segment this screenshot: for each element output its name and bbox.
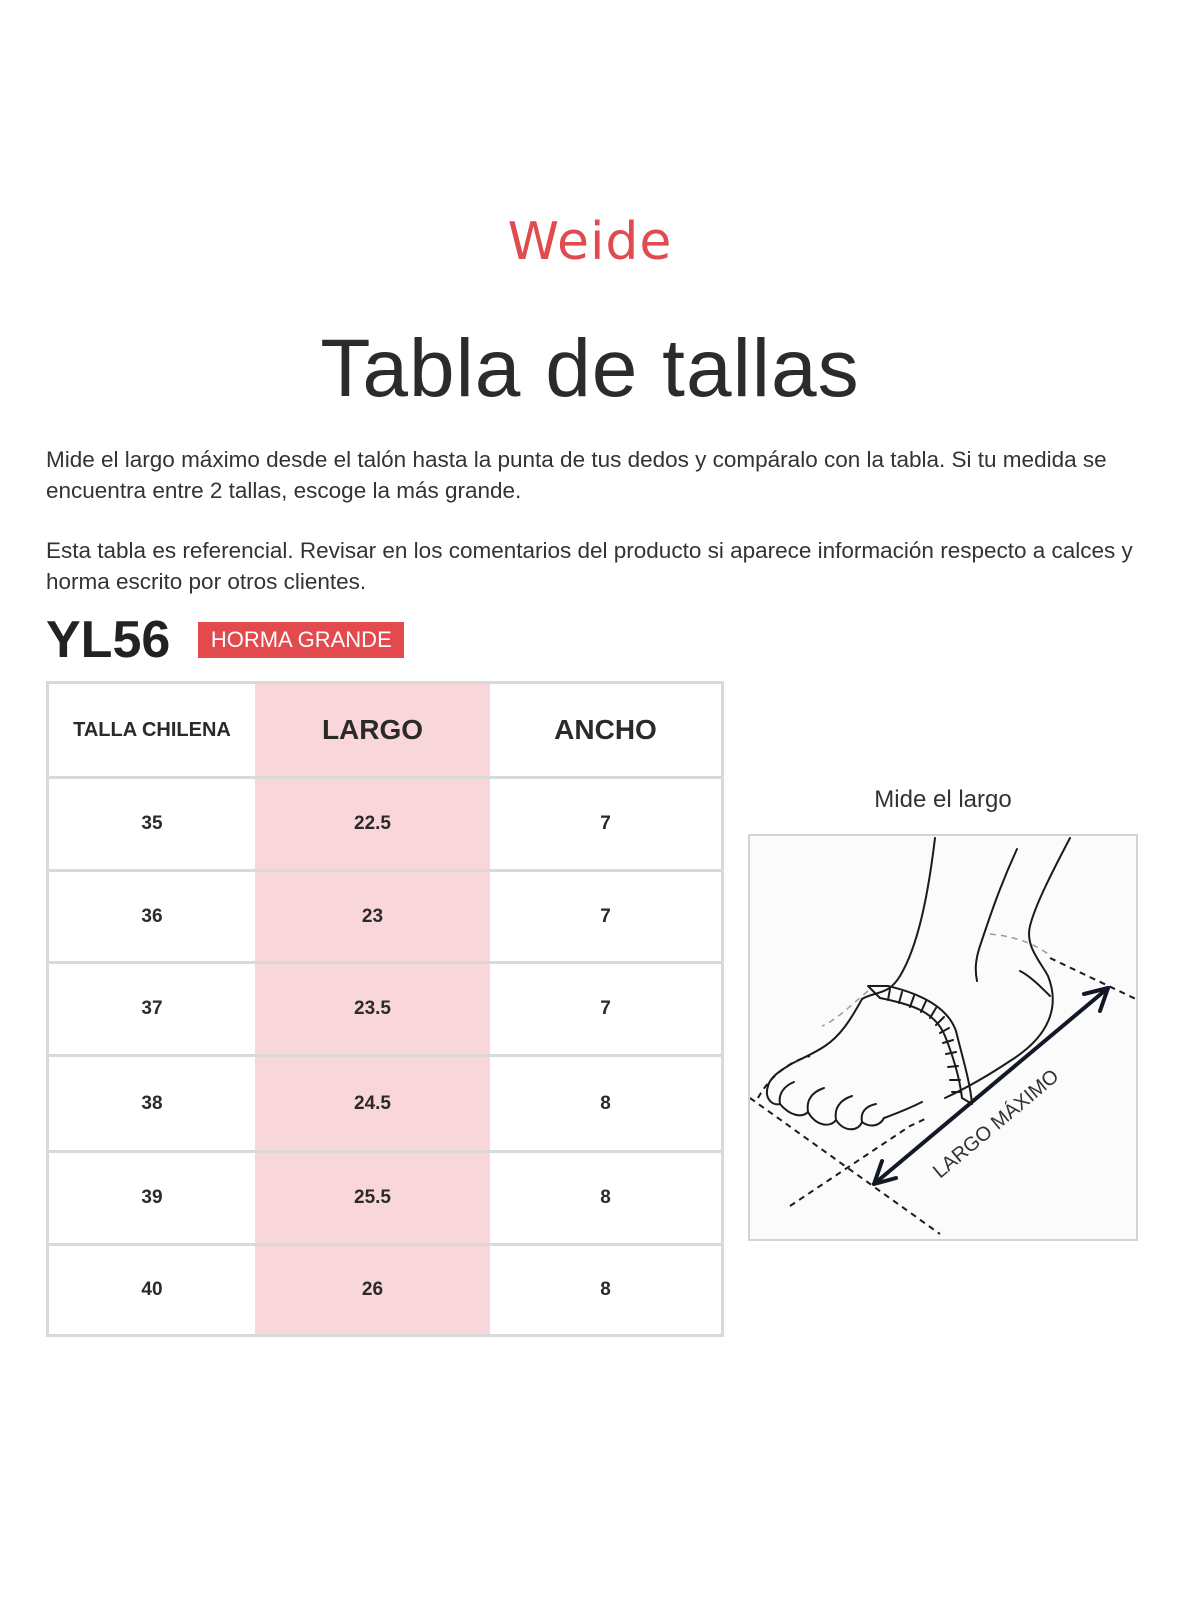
cell-talla: 38 xyxy=(141,1092,163,1114)
cell-largo: 25.5 xyxy=(354,1187,391,1208)
header-largo: LARGO xyxy=(321,714,424,745)
cell-ancho: 7 xyxy=(600,905,611,927)
cell-largo: 22.5 xyxy=(354,813,391,834)
cell-ancho: 8 xyxy=(600,1187,611,1208)
foot-measurement-icon xyxy=(750,836,1138,1241)
cell-talla: 35 xyxy=(141,813,163,834)
cell-largo: 23.5 xyxy=(354,998,391,1019)
header-talla-chilena: TALLA CHILENA xyxy=(73,718,231,741)
model-header xyxy=(46,610,404,670)
cell-talla: 37 xyxy=(141,998,163,1019)
table-header-row xyxy=(49,684,721,776)
model-code: YL56 xyxy=(46,611,171,669)
table-row xyxy=(49,1150,721,1243)
instructions-disclaimer: Esta tabla es referencial. Revisar en los comentarios del producto si aparece información respecto a calces y horma escrito por otros clientes. xyxy=(46,538,1133,594)
cell-largo: 26 xyxy=(361,1279,384,1300)
arrow-label: LARGO MÁXIMO xyxy=(929,1065,1064,1183)
cell-ancho: 8 xyxy=(600,1279,611,1300)
table-row xyxy=(49,1054,721,1150)
size-table xyxy=(46,681,724,1337)
cell-talla: 39 xyxy=(141,1187,163,1208)
cell-largo: 23 xyxy=(361,905,384,927)
cell-ancho: 7 xyxy=(600,998,611,1019)
illustration-title: Mide el largo xyxy=(874,786,1012,813)
cell-ancho: 7 xyxy=(600,813,611,834)
foot-measurement-illustration xyxy=(748,834,1138,1241)
cell-talla: 36 xyxy=(141,905,163,927)
table-row xyxy=(49,869,721,961)
brand-logo: Weide xyxy=(507,212,673,272)
fit-badge: HORMA GRANDE xyxy=(198,622,404,658)
table-row xyxy=(49,961,721,1054)
table-row xyxy=(49,1243,721,1334)
cell-ancho: 8 xyxy=(600,1092,611,1114)
table-row xyxy=(49,776,721,869)
cell-talla: 40 xyxy=(141,1279,163,1300)
cell-largo: 24.5 xyxy=(354,1092,391,1114)
page-title: Tabla de tallas xyxy=(320,323,860,414)
instructions-measure: Mide el largo máximo desde el talón hasta la punta de tus dedos y compáralo con la tabla. Si tu medida se encuentra entre 2 tallas, escoge la más grande. xyxy=(46,447,1107,503)
header-ancho: ANCHO xyxy=(554,714,657,745)
